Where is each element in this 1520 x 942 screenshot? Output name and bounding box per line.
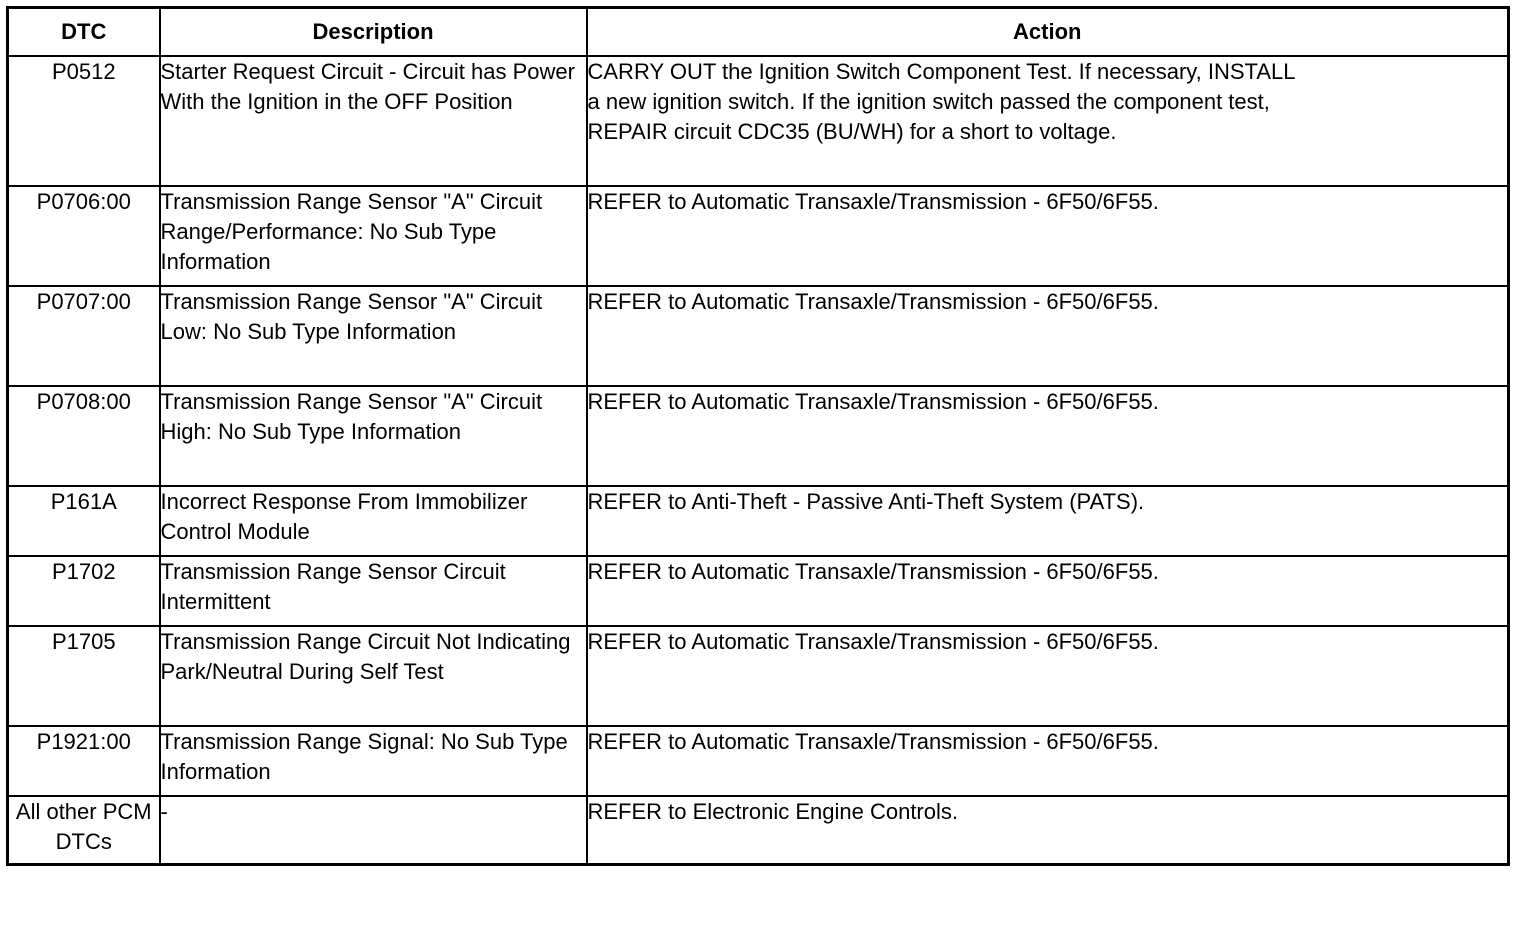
table-row — [8, 486, 1509, 556]
table-row — [8, 186, 1509, 286]
header-row — [8, 8, 1509, 57]
table-row — [8, 386, 1509, 486]
dtc-code: P0512 — [8, 56, 160, 186]
dtc-action: REFER to Anti-Theft - Passive Anti-Theft System (PATS). — [587, 486, 1509, 556]
dtc-description: Transmission Range Sensor "A" Circuit High: No Sub Type Information — [160, 386, 587, 486]
dtc-code: All other PCM DTCs — [8, 796, 160, 865]
table-row — [8, 286, 1509, 386]
table-row — [8, 796, 1509, 865]
dtc-action: REFER to Electronic Engine Controls. — [587, 796, 1509, 865]
table-row — [8, 556, 1509, 626]
dtc-code: P0707:00 — [8, 286, 160, 386]
dtc-table — [6, 6, 1510, 866]
dtc-code: P1702 — [8, 556, 160, 626]
dtc-action: REFER to Automatic Transaxle/Transmission - 6F50/6F55. — [587, 556, 1509, 626]
table-row — [8, 56, 1509, 186]
table-row — [8, 626, 1509, 726]
dtc-description: Transmission Range Sensor Circuit Intermittent — [160, 556, 587, 626]
dtc-action: CARRY OUT the Ignition Switch Component Test. If necessary, INSTALL a new ignition switch. If the ignition switch passed the component test, REPAIR circuit CDC35 (BU/WH) for a short to voltage. — [587, 56, 1509, 186]
dtc-description: Transmission Range Signal: No Sub Type Information — [160, 726, 587, 796]
dtc-description: Transmission Range Circuit Not Indicating Park/Neutral During Self Test — [160, 626, 587, 726]
dtc-code: P161A — [8, 486, 160, 556]
dtc-description: - — [160, 796, 587, 865]
dtc-action: REFER to Automatic Transaxle/Transmission - 6F50/6F55. — [587, 186, 1509, 286]
dtc-action: REFER to Automatic Transaxle/Transmission - 6F50/6F55. — [587, 286, 1509, 386]
header-dtc: DTC — [8, 8, 160, 57]
dtc-description: Transmission Range Sensor "A" Circuit Low: No Sub Type Information — [160, 286, 587, 386]
dtc-code: P1705 — [8, 626, 160, 726]
dtc-description: Starter Request Circuit - Circuit has Power With the Ignition in the OFF Position — [160, 56, 587, 186]
dtc-action: REFER to Automatic Transaxle/Transmission - 6F50/6F55. — [587, 626, 1509, 726]
table-row — [8, 726, 1509, 796]
dtc-code: P1921:00 — [8, 726, 160, 796]
dtc-description: Incorrect Response From Immobilizer Control Module — [160, 486, 587, 556]
dtc-code: P0708:00 — [8, 386, 160, 486]
dtc-code: P0706:00 — [8, 186, 160, 286]
header-description: Description — [160, 8, 587, 57]
dtc-description: Transmission Range Sensor "A" Circuit Range/Performance: No Sub Type Information — [160, 186, 587, 286]
dtc-action: REFER to Automatic Transaxle/Transmission - 6F50/6F55. — [587, 386, 1509, 486]
header-action: Action — [587, 8, 1509, 57]
dtc-action: REFER to Automatic Transaxle/Transmission - 6F50/6F55. — [587, 726, 1509, 796]
